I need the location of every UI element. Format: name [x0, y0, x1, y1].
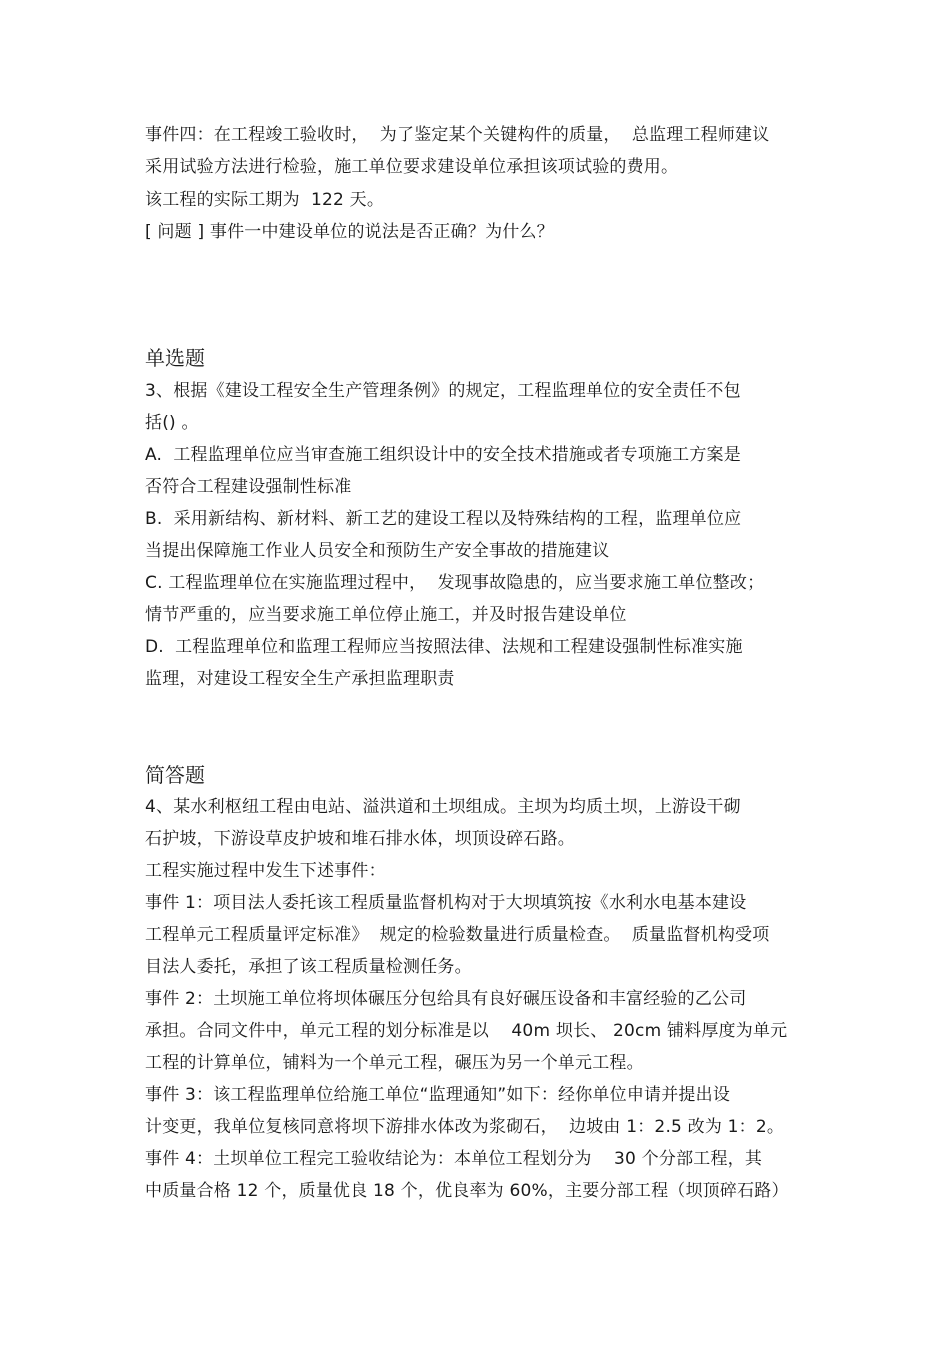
option-a-line-2: 否符合工程建设强制性标准: [145, 477, 352, 497]
option-c-line-1: C. 工程监理单位在实施监理过程中， 发现事故隐患的，应当要求施工单位整改；: [145, 573, 765, 593]
question-line: [ 问题 ] 事件一中建设单位的说法是否正确？为什么？: [145, 222, 554, 242]
question-4-line-1: 4、某水利枢纽工程由电站、溢洪道和土坝组成。主坝为均质土坝，上游设干砌: [145, 797, 741, 817]
single-choice-heading: 单选题: [145, 346, 205, 370]
option-b-line-1: B. 采用新结构、新材料、新工艺的建设工程以及特殊结构的工程，监理单位应: [145, 509, 742, 529]
event-1-line-2: 工程单元工程质量评定标准》 规定的检验数量进行质量检查。 质量监督机构受项: [145, 925, 770, 945]
event-4-line-2: 中质量合格 12 个，质量优良 18 个，优良率为 60%，主要分部工程（坝顶碎石路）: [145, 1181, 789, 1201]
event-3-line-1: 事件 3：该工程监理单位给施工单位“监理通知”如下：经你单位申请并提出设: [145, 1085, 731, 1105]
event-2-line-3: 工程的计算单位，铺料为一个单元工程，碾压为另一个单元工程。: [145, 1053, 644, 1073]
question-3-line-2: 括() 。: [145, 413, 199, 433]
option-c-line-2: 情节严重的，应当要求施工单位停止施工，并及时报告建设单位: [145, 605, 627, 625]
short-answer-heading: 简答题: [145, 763, 205, 787]
actual-duration-line: 该工程的实际工期为 122 天。: [145, 190, 385, 210]
option-b-line-2: 当提出保障施工作业人员安全和预防生产安全事故的措施建议: [145, 541, 610, 561]
option-d-line-2: 监理，对建设工程安全生产承担监理职责: [145, 669, 455, 689]
event-3-line-2: 计变更，我单位复核同意将坝下游排水体改为浆砌石， 边坡由 1：2.5 改为 1：2。: [145, 1117, 785, 1137]
question-4-line-2: 石护坡，下游设草皮护坡和堆石排水体，坝顶设碎石路。: [145, 829, 575, 849]
question-3-line-1: 3、根据《建设工程安全生产管理条例》的规定，工程监理单位的安全责任不包: [145, 381, 741, 401]
event-4-line-1: 事件 4：土坝单位工程完工验收结论为：本单位工程划分为 30 个分部工程，其: [145, 1149, 763, 1169]
option-a-line-1: A. 工程监理单位应当审查施工组织设计中的安全技术措施或者专项施工方案是: [145, 445, 741, 465]
question-4-line-3: 工程实施过程中发生下述事件：: [145, 861, 386, 881]
option-d-line-1: D. 工程监理单位和监理工程师应当按照法律、法规和工程建设强制性标准实施: [145, 637, 743, 657]
event-1-line-1: 事件 1：项目法人委托该工程质量监督机构对于大坝填筑按《水利水电基本建设: [145, 893, 747, 913]
event-four-line-1: 事件四：在工程竣工验收时， 为了鉴定某个关键构件的质量， 总监理工程师建议: [145, 125, 770, 145]
event-four-line-2: 采用试验方法进行检验，施工单位要求建设单位承担该项试验的费用。: [145, 157, 679, 177]
event-2-line-1: 事件 2：土坝施工单位将坝体碾压分包给具有良好碾压设备和丰富经验的乙公司: [145, 989, 747, 1009]
event-2-line-2: 承担。合同文件中，单元工程的划分标准是以 40m 坝长、 20cm 铺料厚度为单元: [145, 1021, 788, 1041]
event-1-line-3: 目法人委托，承担了该工程质量检测任务。: [145, 957, 472, 977]
